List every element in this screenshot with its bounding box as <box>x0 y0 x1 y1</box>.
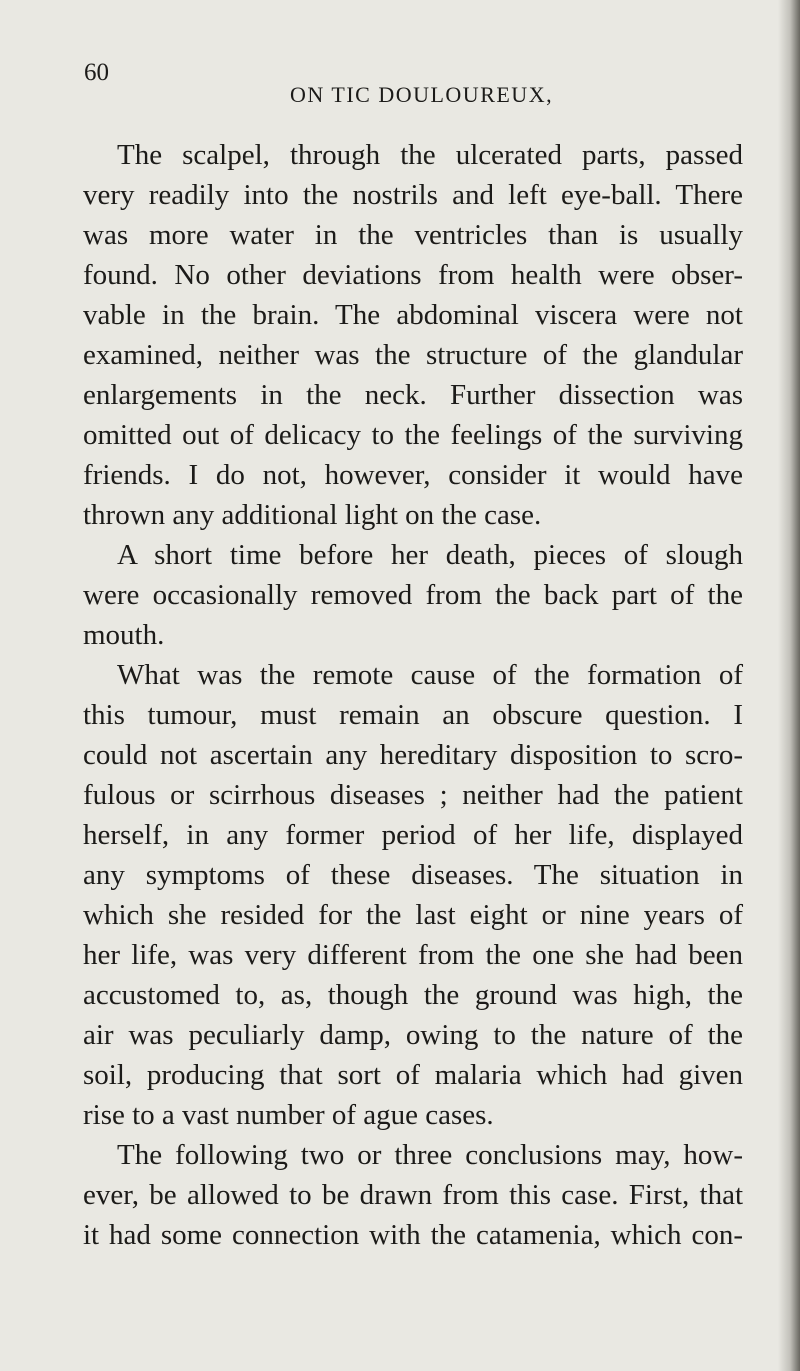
text-line: was more water in the ventricles than is usually <box>83 219 743 251</box>
text-line: friends. I do not, however, consider it would have <box>83 459 743 491</box>
text-line: which she resided for the last eight or nine years of <box>83 899 743 931</box>
text-line: mouth. <box>83 619 165 651</box>
text-line: very readily into the nostrils and left eye-ball. There <box>83 179 743 211</box>
text-line: herself, in any former period of her life, displayed <box>83 819 743 851</box>
text-line: The following two or three conclusions may, how- <box>117 1139 743 1171</box>
text-line: omitted out of delicacy to the feelings of the surviving <box>83 419 743 451</box>
text-line: A short time before her death, pieces of slough <box>117 539 743 571</box>
text-line: What was the remote cause of the formation of <box>117 659 743 691</box>
text-line: enlargements in the neck. Further dissection was <box>83 379 743 411</box>
text-line: thrown any additional light on the case. <box>83 499 542 531</box>
text-line: could not ascertain any hereditary disposition to scro- <box>83 739 743 771</box>
text-line: it had some connection with the catamenia, which con- <box>83 1219 743 1251</box>
text-line: her life, was very different from the one she had been <box>83 939 743 971</box>
page-number: 60 <box>84 59 109 86</box>
page-edge-shadow <box>778 0 800 1371</box>
text-line: examined, neither was the structure of the glandular <box>83 339 743 371</box>
text-line: vable in the brain. The abdominal viscera were not <box>83 299 743 331</box>
text-line: accustomed to, as, though the ground was high, the <box>83 979 743 1011</box>
text-line: The scalpel, through the ulcerated parts, passed <box>117 139 743 171</box>
text-line: soil, producing that sort of malaria which had given <box>83 1059 743 1091</box>
text-line: air was peculiarly damp, owing to the nature of the <box>83 1019 743 1051</box>
text-line: were occasionally removed from the back part of the <box>83 579 743 611</box>
text-line: rise to a vast number of ague cases. <box>83 1099 494 1131</box>
text-line: found. No other deviations from health were obser- <box>83 259 743 291</box>
text-line: any symptoms of these diseases. The situation in <box>83 859 743 891</box>
text-line: ever, be allowed to be drawn from this case. First, that <box>83 1179 743 1211</box>
text-line: fulous or scirrhous diseases ; neither had the patient <box>83 779 743 811</box>
running-title: ON TIC DOULOUREUX, <box>290 82 554 107</box>
text-line: this tumour, must remain an obscure question. I <box>83 699 743 731</box>
body-text <box>83 135 743 1255</box>
